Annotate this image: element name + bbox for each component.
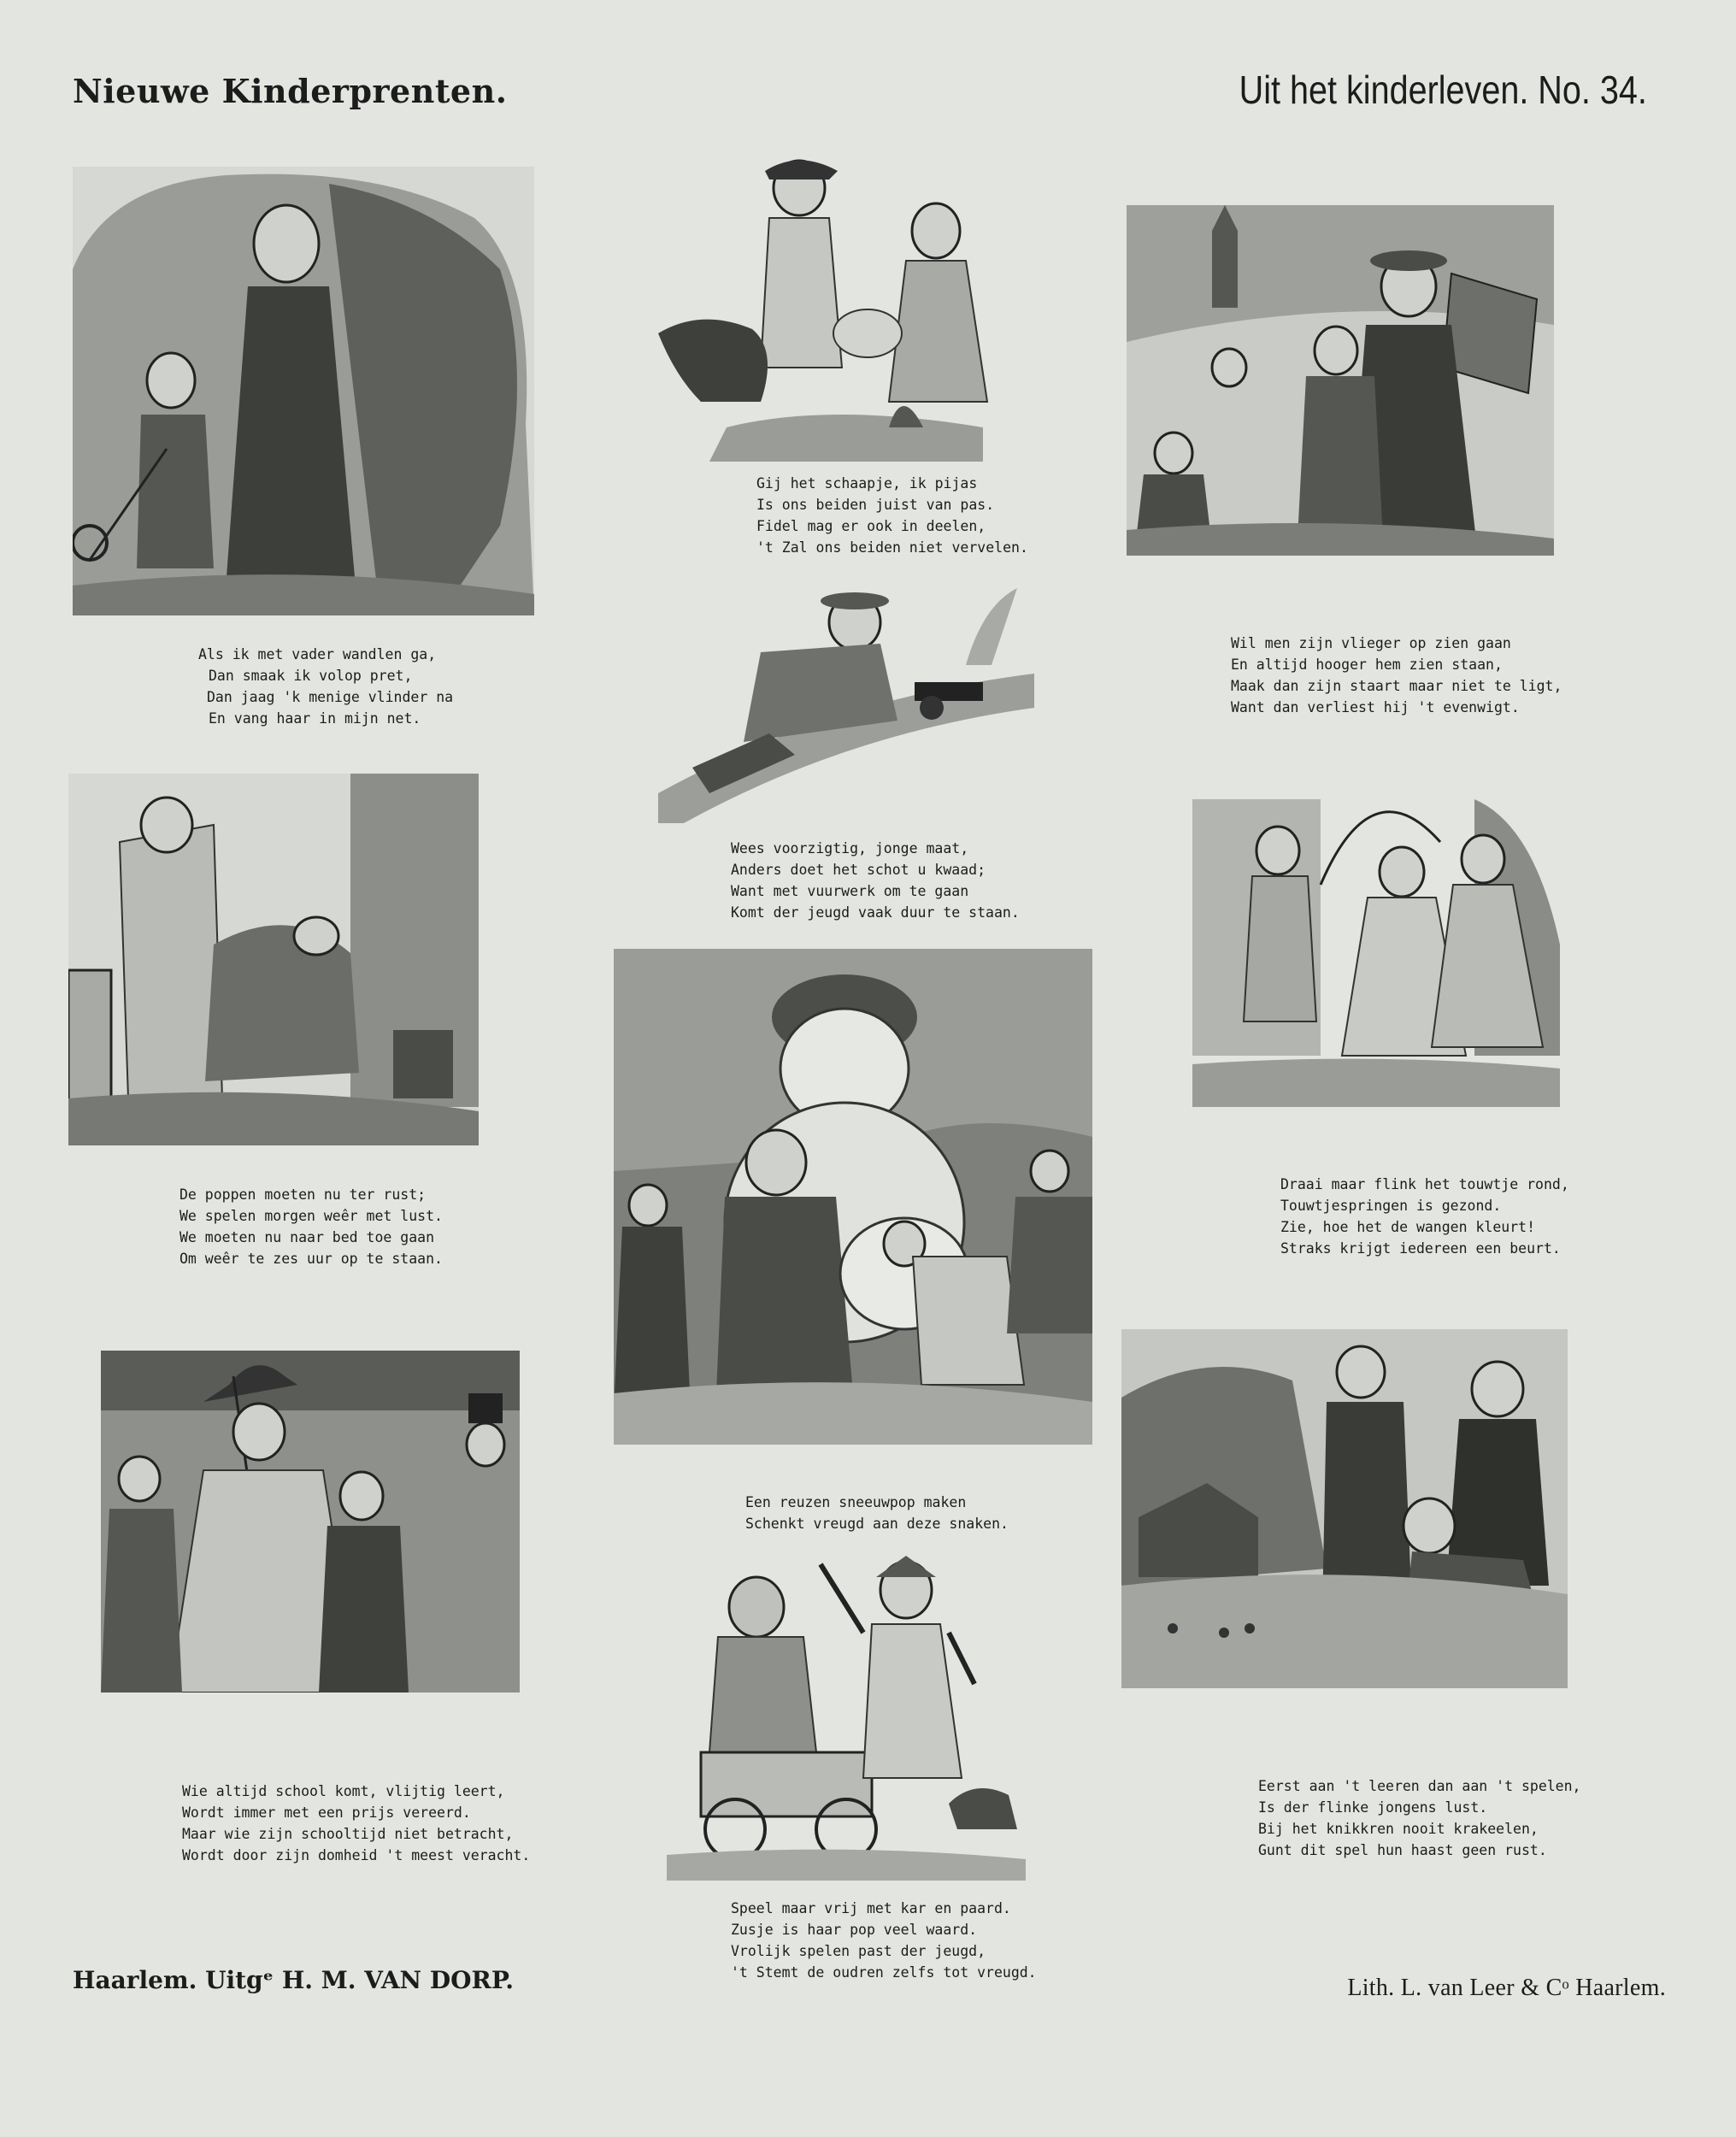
- illustration-dolls-to-bed: [68, 774, 479, 1145]
- illustration-kite: [1127, 205, 1554, 556]
- verse-lamb-and-dog: Gij het schaapje, ik pijas Is ons beiden juist van pas. Fidel mag er ook in deelen, 't Zal ons beiden niet vervelen.: [756, 475, 1028, 556]
- verse-marbles: Eerst aan 't leeren dan aan 't spelen, Is der flinke jongens lust. Bij het knikkren nooit krakeelen, Gunt dit spel hun haast geen rust.: [1258, 1778, 1581, 1858]
- lithographer-imprint: Lith. L. van Leer & Cᵒ Haarlem.: [1347, 1975, 1666, 2001]
- illustration-lamb-and-dog: [641, 154, 1009, 462]
- verse-snowman: Een reuzen sneeuwpop maken Schenkt vreugd aan deze snaken.: [745, 1494, 1009, 1532]
- illustration-marbles: [1121, 1329, 1568, 1688]
- verse-kite: Wil men zijn vlieger op zien gaan En altijd hooger hem zien staan, Maak dan zijn staart maar niet te ligt, Want dan verliest hij 't evenwigt.: [1231, 635, 1562, 715]
- illustration-walking-with-father: [73, 167, 534, 615]
- illustration-school: [101, 1351, 520, 1693]
- illustration-snowman: [614, 949, 1092, 1445]
- sheet-title: Uit het kinderleven. No. 34.: [1239, 68, 1647, 112]
- illustration-skipping-rope: [1192, 774, 1560, 1107]
- verse-walking-with-father: Als ik met vader wandlen ga, Dan smaak ik volop pret, Dan jaag 'k menige vlinder na En vang haar in mijn net.: [198, 646, 454, 727]
- verse-dolls-to-bed: De poppen moeten nu ter rust; We spelen morgen weêr met lust. We moeten nu naar bed toe gaan Om weêr te zes uur op te staan.: [179, 1186, 443, 1267]
- verse-cart-and-horse: Speel maar vrij met kar en paard. Zusje is haar pop veel waard. Vrolijk spelen past der jeugd, 't Stemt de oudren zelfs tot vreugd.: [731, 1900, 1037, 1981]
- series-title: Nieuwe Kinderprenten.: [73, 72, 508, 110]
- verse-cannon: Wees voorzigtig, jonge maat, Anders doet het schot u kwaad; Want met vuurwerk om te gaan Komt der jeugd vaak duur te staan.: [731, 840, 1020, 921]
- illustration-cart-and-horse: [667, 1556, 1026, 1881]
- verse-school: Wie altijd school komt, vlijtig leert, Wordt immer met een prijs vereerd. Maar wie zijn schooltijd niet betracht, Wordt door zijn domheid 't meest veracht.: [182, 1783, 531, 1863]
- publisher-imprint: Haarlem. Uitgᵉ H. M. VAN DORP.: [73, 1966, 514, 1994]
- illustration-cannon: [658, 571, 1034, 823]
- verse-skipping-rope: Draai maar flink het touwtje rond, Touwtjespringen is gezond. Zie, hoe het de wangen kleurt! Straks krijgt iedereen een beurt.: [1280, 1176, 1569, 1257]
